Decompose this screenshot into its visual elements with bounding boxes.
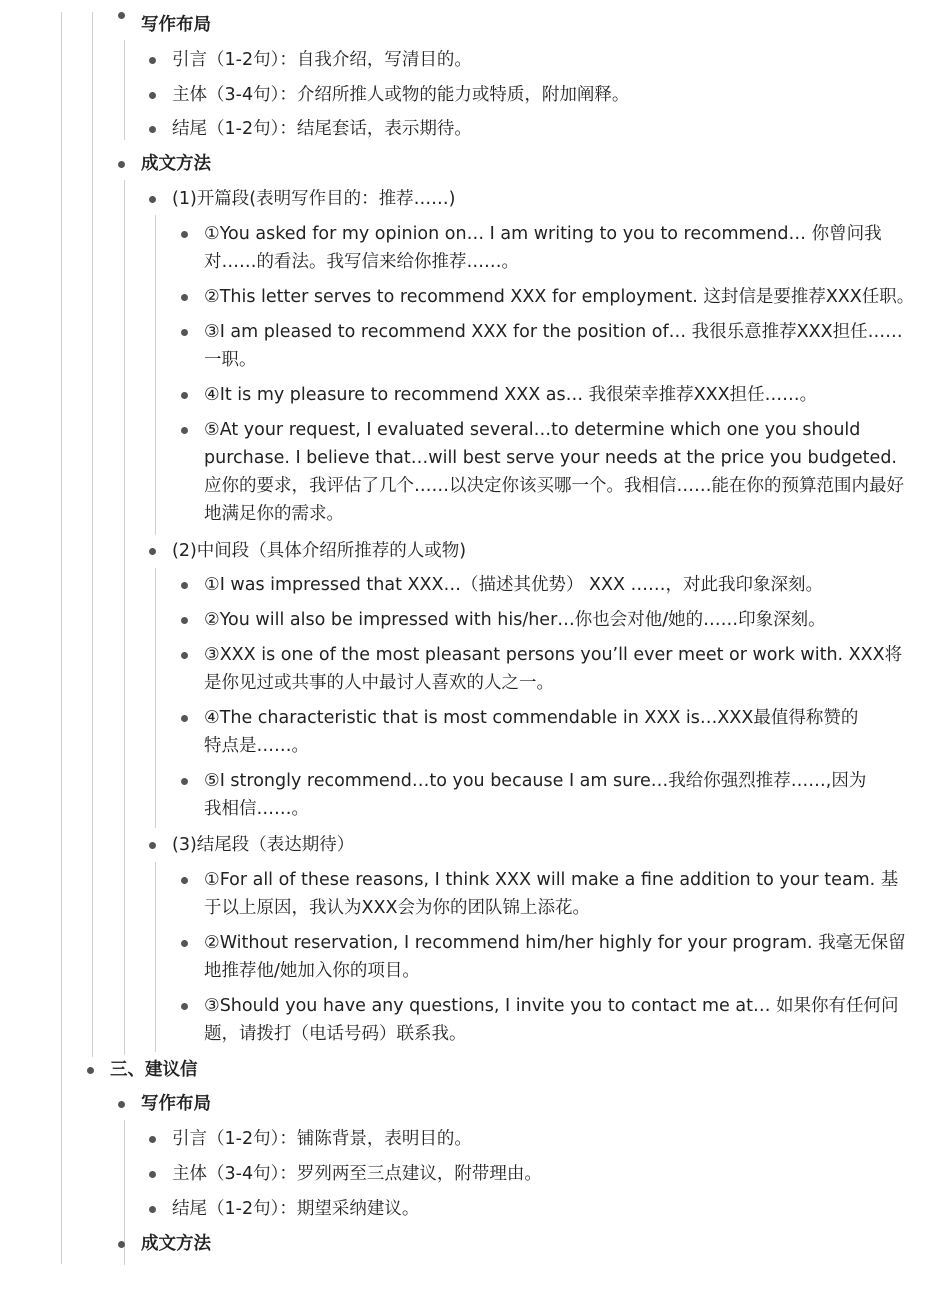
bullet-dot: [149, 1171, 156, 1178]
outline-item: ②Without reservation, I recommend him/her highly for your program. 我毫无保留地推荐他/她加入你的项目。: [204, 933, 906, 981]
bullet-dot: [118, 161, 125, 168]
bullet-dot: [118, 12, 125, 19]
outline-item: ③XXX is one of the most pleasant persons you’ll ever meet or work with. XXX将是你见过或共事的人中最讨人喜欢的人之一。: [204, 645, 903, 693]
bullet-dot: [118, 1241, 125, 1248]
indent-guide-line: [124, 180, 125, 1055]
bullet-dot: [118, 1101, 125, 1108]
outline-item: 主体（3-4句）：介绍所推人或物的能力或特质，附加阐释。: [172, 85, 630, 105]
outline-item: ④It is my pleasure to recommend XXX as… 我很荣幸推荐XXX担任……。: [204, 385, 818, 405]
section-heading: 成文方法: [141, 1234, 211, 1254]
chapter-heading: 三、建议信: [110, 1060, 198, 1080]
bullet-dot: [181, 329, 188, 336]
bullet-dot: [181, 715, 188, 722]
outline-item: 主体（3-4句）：罗列两至三点建议，附带理由。: [172, 1164, 542, 1184]
section-heading: 成文方法: [141, 154, 211, 174]
outline-item: 引言（1-2句）：铺陈背景，表明目的。: [172, 1129, 472, 1149]
bullet-dot: [149, 1206, 156, 1213]
bullet-dot: [149, 842, 156, 849]
bullet-dot: [181, 652, 188, 659]
bullet-dot: [149, 57, 156, 64]
outline-item: ⑤I strongly recommend…to you because I am sure…我给你强烈推荐……,因为我相信……。: [204, 771, 867, 819]
outline-item: (1)开篇段(表明写作目的：推荐……): [172, 189, 456, 209]
outline-item: ④The characteristic that is most commendable in XXX is…XXX最值得称赞的特点是……。: [204, 708, 859, 756]
indent-guide-line: [92, 12, 93, 1057]
outline-item: ②This letter serves to recommend XXX for employment. 这封信是要推荐XXX任职。: [204, 287, 915, 307]
bullet-dot: [181, 940, 188, 947]
indent-guide-line: [155, 568, 156, 828]
outline-item: (2)中间段（具体介绍所推荐的人或物): [172, 541, 467, 561]
indent-guide-line: [61, 12, 62, 1264]
bullet-dot: [87, 1067, 94, 1074]
bullet-dot: [149, 548, 156, 555]
bullet-dot: [181, 778, 188, 785]
bullet-dot: [149, 1136, 156, 1143]
bullet-dot: [149, 196, 156, 203]
bullet-dot: [149, 92, 156, 99]
bullet-dot: [181, 392, 188, 399]
section-heading: 写作布局: [141, 1094, 211, 1114]
outline-item: 结尾（1-2句）：期望采纳建议。: [172, 1199, 420, 1219]
outline-item: ②You will also be impressed with his/her…你也会对他/她的……印象深刻。: [204, 610, 826, 630]
bullet-dot: [181, 231, 188, 238]
bullet-dot: [181, 582, 188, 589]
outline-item: ⑤At your request, I evaluated several…to determine which one you should purchase. I believe that…will best serve your needs at the price you budgeted.应你的要求，我评估了几个……以决定你该买哪一个。我相信……能在你的预算范围内最好地满足你的需求。: [204, 420, 904, 524]
section-heading: 写作布局: [141, 15, 211, 35]
indent-guide-line: [124, 40, 125, 140]
bullet-dot: [149, 126, 156, 133]
indent-guide-line: [155, 862, 156, 1052]
outline-item: ①You asked for my opinion on… I am writing to you to recommend… 你曾问我对……的看法。我写信来给你推荐……。: [204, 224, 882, 272]
outline-item: 结尾（1-2句）：结尾套话，表示期待。: [172, 119, 472, 139]
outline-item: ③I am pleased to recommend XXX for the position of… 我很乐意推荐XXX担任……一职。: [204, 322, 903, 370]
bullet-dot: [181, 427, 188, 434]
outline-item: (3)结尾段（表达期待）: [172, 835, 355, 855]
bullet-dot: [181, 294, 188, 301]
bullet-dot: [181, 1003, 188, 1010]
bullet-dot: [181, 877, 188, 884]
outline-item: ③Should you have any questions, I invite you to contact me at… 如果你有任何问题，请拨打（电话号码）联系我。: [204, 996, 899, 1044]
indent-guide-line: [155, 215, 156, 535]
outline-item: ①For all of these reasons, I think XXX will make a fine addition to your team. 基于以上原因，我认为XXX会为你的团队锦上添花。: [204, 870, 899, 918]
bullet-dot: [181, 617, 188, 624]
outline-item: 引言（1-2句）：自我介绍，写清目的。: [172, 50, 472, 70]
outline-item: ①I was impressed that XXX…（描述其优势） XXX ……，对此我印象深刻。: [204, 575, 824, 595]
